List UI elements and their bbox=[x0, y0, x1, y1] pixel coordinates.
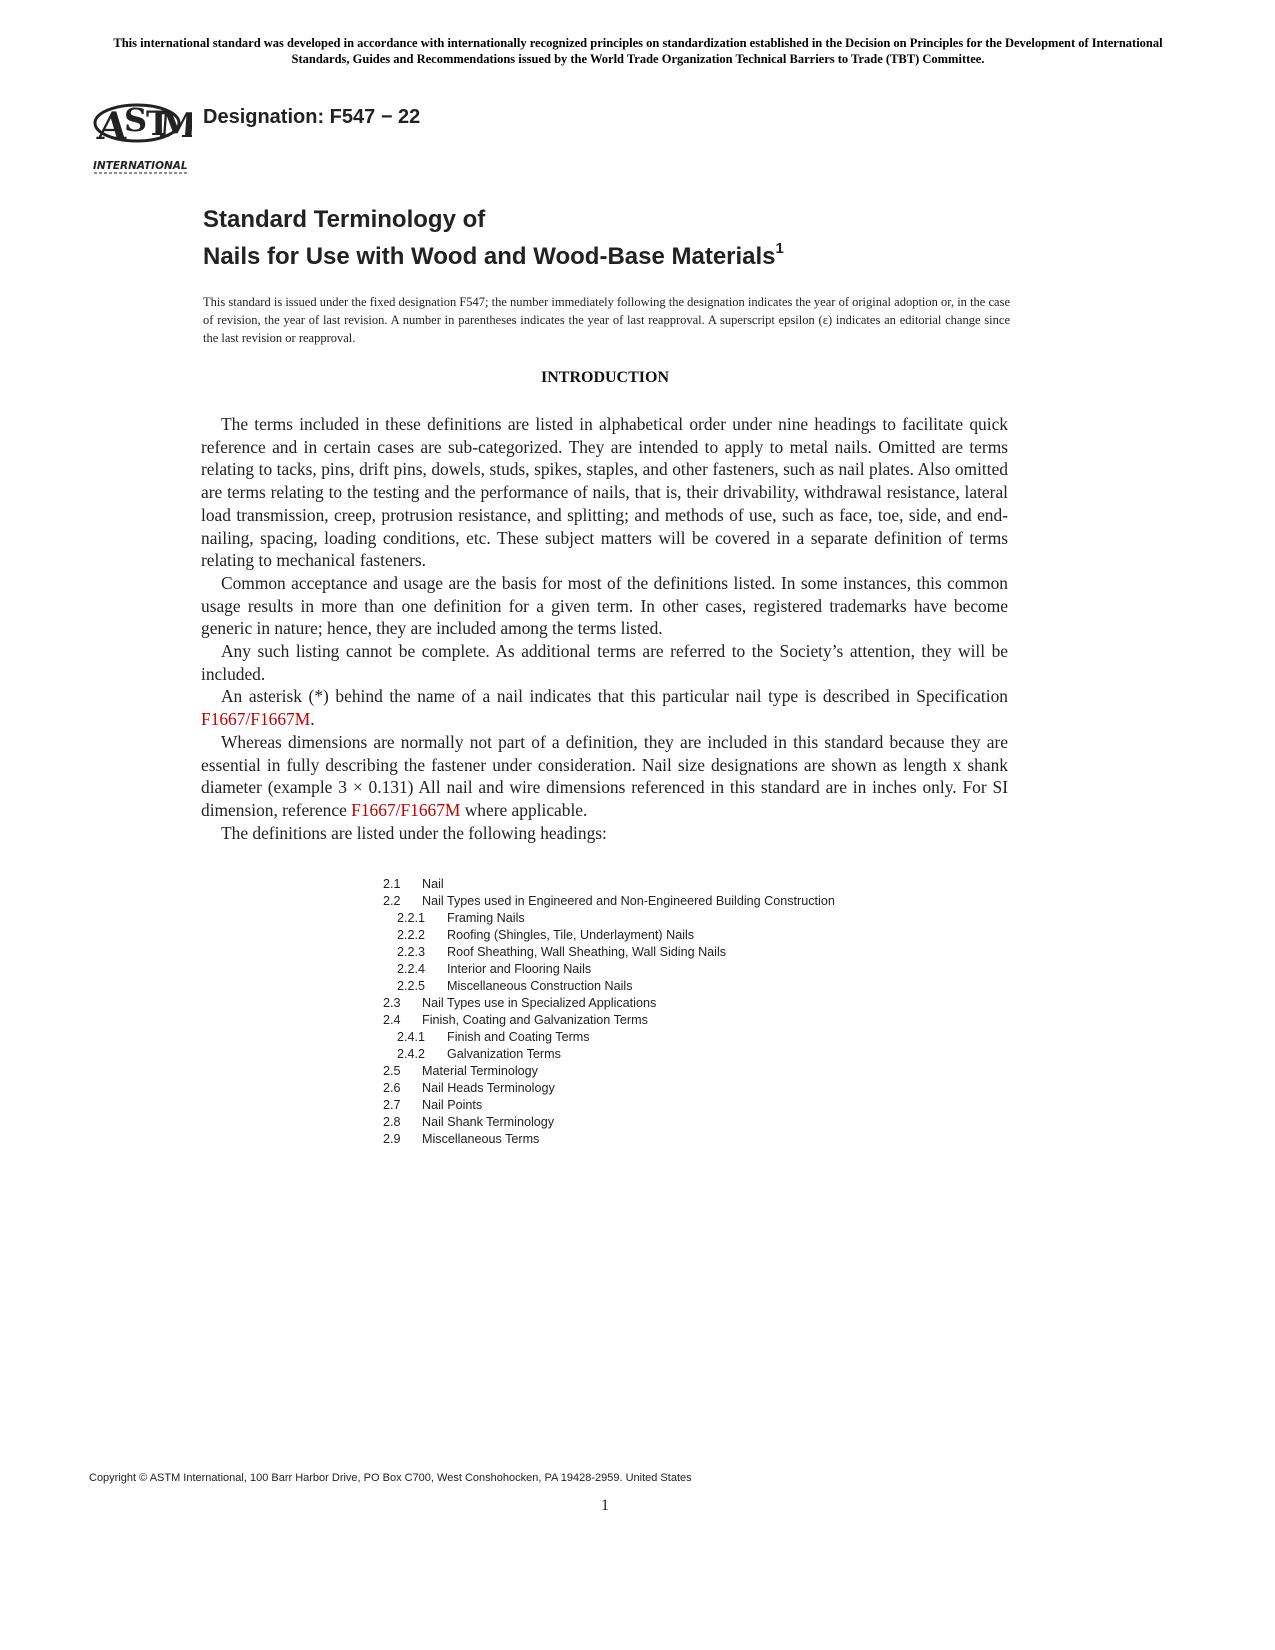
toc-num: 2.9 bbox=[383, 1132, 401, 1146]
wto-notice: This international standard was developed in accordance with internationally recognized principles on standardization established in the Decision on Principles for the Development of International Standards, Guides and Recommendations issued by the World Trade Organization Technical Barriers to Trade (TBT) Committee. bbox=[113, 36, 1163, 66]
p4-end: . bbox=[310, 709, 315, 730]
toc-num: 2.8 bbox=[383, 1115, 401, 1129]
toc-label: Galvanization Terms bbox=[447, 1047, 561, 1061]
toc-item bbox=[383, 1063, 835, 1080]
toc-label: Roofing (Shingles, Tile, Underlayment) Nails bbox=[447, 928, 695, 942]
toc-item bbox=[383, 1097, 835, 1114]
toc-item bbox=[383, 961, 835, 978]
spec-link[interactable]: F1667/F1667M bbox=[201, 709, 311, 730]
document-title bbox=[203, 205, 784, 273]
toc-label: Nail bbox=[422, 877, 444, 891]
intro-heading: INTRODUCTION bbox=[540, 369, 669, 386]
intro-paragraph-6: The definitions are listed under the following headings: bbox=[221, 822, 607, 843]
intro-paragraph-5 bbox=[201, 731, 1008, 822]
intro-paragraph-2: Common acceptance and usage are the basis for most of the definitions listed. In some instances, this common usage results in more than one definition for a given term. In other cases, registered trademarks have become generic in nature; hence, they are included among the terms listed. bbox=[201, 572, 1008, 639]
toc-item bbox=[383, 995, 835, 1012]
copyright: Copyright © ASTM International, 100 Barr Harbor Drive, PO Box C700, West Conshohocken, PA 19428-2959. United States bbox=[89, 1472, 692, 1484]
toc-num: 2.2.4 bbox=[397, 962, 426, 976]
toc-item bbox=[383, 910, 835, 927]
toc-label: Miscellaneous Terms bbox=[422, 1132, 540, 1146]
toc-num: 2.4 bbox=[383, 1013, 401, 1027]
toc-item bbox=[383, 1029, 835, 1046]
spec-link[interactable]: F1667/F1667M bbox=[351, 799, 461, 820]
toc-num: 2.2.3 bbox=[397, 945, 426, 959]
toc-num: 2.2.2 bbox=[397, 928, 426, 942]
toc-item bbox=[383, 1080, 835, 1097]
toc-label: Nail Types used in Engineered and Non-Engineered Building Construction bbox=[422, 894, 835, 908]
toc-item bbox=[383, 893, 835, 910]
p5-end: where applicable. bbox=[460, 799, 588, 820]
toc-label: Nail Heads Terminology bbox=[422, 1081, 555, 1095]
toc-num: 2.2.1 bbox=[397, 911, 426, 925]
svg-text:A: A bbox=[95, 103, 130, 148]
issued-statement: This standard is issued under the fixed designation F547; the number immediately following the designation indicates the year of original adoption or, in the case of revision, the year of last revision. A number in parentheses indicates the year of last reapproval. A superscript epsilon (ε) indicates an editorial change since the last revision or reapproval. bbox=[203, 295, 1010, 345]
title-footnote: 1 bbox=[775, 240, 784, 257]
toc-item bbox=[383, 1046, 835, 1063]
toc-num: 2.1 bbox=[383, 877, 401, 891]
title-line-2 bbox=[203, 235, 784, 273]
toc-label: Roof Sheathing, Wall Sheathing, Wall Siding Nails bbox=[447, 945, 727, 959]
svg-text:T: T bbox=[146, 104, 172, 144]
toc-label: Framing Nails bbox=[447, 911, 525, 925]
toc-item bbox=[383, 1131, 835, 1148]
intro-paragraph-1: The terms included in these definitions are listed in alphabetical order under nine headings to facilitate quick reference and in certain cases are sub-categorized. They are intended to apply to metal nails. Omitted are terms relating to tacks, pins, drift pins, dowels, studs, spikes, staples, and other fasteners, such as nail plates. Also omitted are terms relating to the testing and the performance of nails, that is, their drivability, withdrawal resistance, lateral load transmission, creep, protrusion resistance, and splitting; and methods of use, such as face, toe, side, and end-nailing, spacing, loading conditions, etc. These subject matters will be covered in a separate definition of terms relating to mechanical fasteners. bbox=[201, 414, 1008, 571]
introduction bbox=[201, 413, 1008, 844]
designation: Designation: F547 − 22 bbox=[203, 106, 421, 128]
toc-label: Finish and Coating Terms bbox=[447, 1030, 590, 1044]
toc-label: Finish, Coating and Galvanization Terms bbox=[422, 1013, 648, 1027]
toc-item bbox=[383, 1114, 835, 1131]
toc-num: 2.3 bbox=[383, 996, 401, 1010]
toc-label: Nail Shank Terminology bbox=[422, 1115, 555, 1129]
toc-item bbox=[383, 876, 835, 893]
title-line-2-text: Nails for Use with Wood and Wood-Base Materials bbox=[203, 243, 776, 270]
intro-paragraph-3: Any such listing cannot be complete. As additional terms are referred to the Society’s attention, they will be included. bbox=[201, 641, 1008, 684]
toc-label: Material Terminology bbox=[422, 1064, 538, 1078]
toc-label: Nail Points bbox=[422, 1098, 483, 1112]
toc-num: 2.2 bbox=[383, 894, 401, 908]
toc-num: 2.4.1 bbox=[397, 1030, 426, 1044]
astm-logo bbox=[92, 87, 192, 177]
toc-label: Interior and Flooring Nails bbox=[447, 962, 592, 976]
toc-label: Nail Types use in Specialized Applications bbox=[422, 996, 657, 1010]
p5-text: Whereas dimensions are normally not part of a definition, they are included in this standard because they are essential in fully describing the fastener under consideration. Nail size designations are shown as length x shank diameter (example 3 × 0.131) All nail and wire dimensions referenced in this standard are in inches only. For SI dimension, reference bbox=[201, 731, 1008, 820]
toc-num: 2.6 bbox=[383, 1081, 401, 1095]
svg-text:M: M bbox=[157, 106, 192, 146]
logo-text: INTERNATIONAL bbox=[93, 160, 188, 172]
page-number: 1 bbox=[601, 1497, 609, 1514]
toc-num: 2.4.2 bbox=[397, 1047, 426, 1061]
toc-num: 2.5 bbox=[383, 1064, 401, 1078]
headings-list bbox=[383, 876, 835, 1148]
title-line-1: Standard Terminology of bbox=[203, 206, 486, 233]
toc-num: 2.7 bbox=[383, 1098, 401, 1112]
toc-item bbox=[383, 1012, 835, 1029]
toc-num: 2.2.5 bbox=[397, 979, 426, 993]
toc-item bbox=[383, 927, 835, 944]
astm-logo-icon bbox=[92, 87, 192, 177]
toc-item bbox=[383, 978, 835, 995]
svg-text:S: S bbox=[124, 101, 148, 139]
p4-text: An asterisk (*) behind the name of a nail indicates that this particular nail type is described in Specification bbox=[221, 686, 1008, 707]
toc-label: Miscellaneous Construction Nails bbox=[447, 979, 633, 993]
intro-paragraph-4 bbox=[201, 685, 1008, 730]
toc-item bbox=[383, 944, 835, 961]
